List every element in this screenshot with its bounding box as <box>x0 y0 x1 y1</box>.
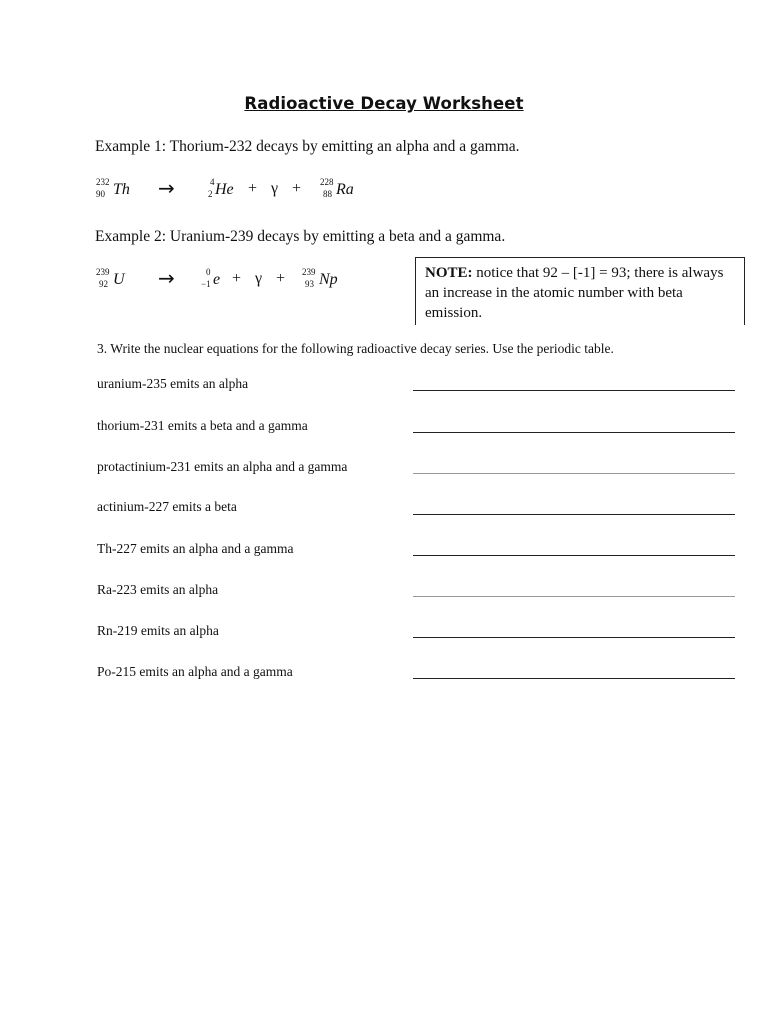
plus-sign: + <box>232 270 242 287</box>
atomic-number: 92 <box>99 279 108 289</box>
element-symbol: Th <box>113 181 130 198</box>
element-symbol: e <box>213 271 221 288</box>
mass-number: 228 <box>320 177 334 187</box>
note-label: NOTE: <box>425 265 473 281</box>
problem-protactinium-231: protactinium-231 emits an alpha and a gamma <box>97 459 348 474</box>
problem-ra-223: Ra-223 emits an alpha <box>97 582 219 597</box>
atomic-number: 2 <box>208 189 213 199</box>
answer-line[interactable] <box>413 678 735 679</box>
element-symbol: Np <box>319 271 338 288</box>
problem-uranium-235: uranium-235 emits an alpha <box>97 376 249 391</box>
atomic-number: 88 <box>323 189 332 199</box>
element-symbol: Ra <box>336 181 354 198</box>
answer-line[interactable] <box>413 390 735 391</box>
answer-line[interactable] <box>413 637 735 638</box>
element-symbol: He <box>215 181 234 198</box>
mass-number: 239 <box>302 267 316 277</box>
problem-thorium-231: thorium-231 emits a beta and a gamma <box>97 418 308 433</box>
mass-number: 239 <box>96 267 110 277</box>
note-box <box>415 257 745 325</box>
plus-sign: + <box>248 180 258 197</box>
note-text: notice that 92 – [-1] = 93; there is always an increase in the atomic number with beta emission. <box>425 265 724 321</box>
answer-line[interactable] <box>413 514 735 515</box>
gamma-symbol: γ <box>255 270 263 287</box>
worksheet-title: Radioactive Decay Worksheet <box>244 94 524 113</box>
reaction-arrow: → <box>158 266 175 290</box>
atomic-number: −1 <box>201 279 211 289</box>
plus-sign: + <box>292 180 302 197</box>
mass-number: 232 <box>96 177 110 187</box>
reaction-arrow: → <box>158 176 175 200</box>
problem-po-215: Po-215 emits an alpha and a gamma <box>97 664 293 679</box>
mass-number: 0 <box>206 267 211 277</box>
answer-line[interactable] <box>413 473 735 474</box>
atomic-number: 93 <box>305 279 314 289</box>
mass-number: 4 <box>210 177 215 187</box>
answer-line[interactable] <box>413 432 735 433</box>
problem-actinium-227: actinium-227 emits a beta <box>97 499 237 514</box>
plus-sign: + <box>276 270 286 287</box>
atomic-number: 90 <box>96 189 105 199</box>
element-symbol: U <box>113 271 125 288</box>
answer-line[interactable] <box>413 596 735 597</box>
problem-rn-219: Rn-219 emits an alpha <box>97 623 219 638</box>
gamma-symbol: γ <box>271 180 279 197</box>
example-2-text: Example 2: Uranium-239 decays by emitting a beta and a gamma. <box>95 228 506 245</box>
answer-line[interactable] <box>413 555 735 556</box>
problem-th-227: Th-227 emits an alpha and a gamma <box>97 541 294 556</box>
example-1-text: Example 1: Thorium-232 decays by emitting an alpha and a gamma. <box>95 138 520 155</box>
question-3-instructions: 3. Write the nuclear equations for the following radioactive decay series. Use the periodic table. <box>97 341 614 356</box>
